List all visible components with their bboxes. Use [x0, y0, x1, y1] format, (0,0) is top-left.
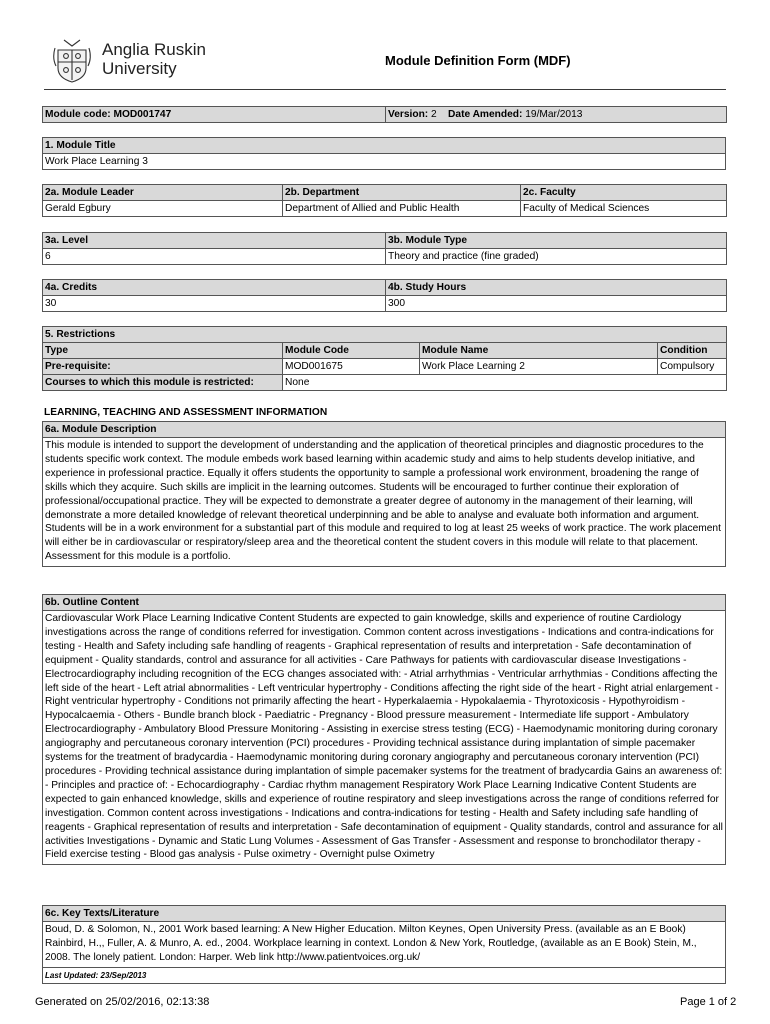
module-leader-label: 2a. Module Leader	[43, 185, 283, 201]
courses-restricted-value: None	[283, 375, 727, 391]
page-number: Page 1 of 2	[680, 996, 737, 1008]
level-label: 3a. Level	[43, 233, 386, 249]
department-label: 2b. Department	[283, 185, 521, 201]
module-title-value: Work Place Learning 3	[43, 154, 726, 170]
faculty-value: Faculty of Medical Sciences	[521, 201, 727, 217]
outline-content-label: 6b. Outline Content	[43, 595, 726, 611]
module-code: Module code: MOD001747	[43, 107, 386, 123]
credits-label: 4a. Credits	[43, 280, 386, 296]
key-texts-label: 6c. Key Texts/Literature	[43, 906, 726, 922]
outline-content-text: Cardiovascular Work Place Learning Indicative Content Students are expected to gain knowledge, skills and experience of routine Cardiology investigations across the range of conditions referred for investigation. Common content across investigations - Indications and contra-indications for testing - Health and Safety including safe handling of reagents - Graphical representation of results and interpretation - Safe decontamination of equipment - Quality standards, control and assurance for all activities - Care Pathways for patients with cardiovascular disease Investigations - Electrocardiography including recognition of the ECG changes associated with: - Atrial arrhythmias - Ventricular arrhythmias - Conditions affecting the left side of the heart - Left atrial abnormalities - Left ventricular hypertrophy - Conditions affecting the right side of the heart - Right atrial enlargement - Right ventricular hypertrophy - Conditions not primarily affecting the heart - Hyperkalaemia - Hypokalaemia - Thyrotoxicosis - Hypothyroidism - Hypocalcaemia - Others - Bundle branch block - Paediatric - Pregnancy - Blood pressure measurement - Intermediate life support - Ambulatory Electrocardiography - Ambulatory Blood Pressure Monitoring - Assisting in exercise stress testing (ECG) - Haemodynamic monitoring during coronary angiography and percutaneous coronary intervention (PCI) procedures - Providing technical assistance during implantation of simple pacemaker systems for the treatment of bradycardia - Haemodynamic monitoring during coronary angiography and percutaneous coronary intervention (PCI) procedures - Providing technical assistance during implantation of simple pacemaker systems for the treatment of bradycardia Gains an awareness of: - Principles and practice of: - Echocardiography - Cardiac rhythm management Respiratory Work Place Learning Indicative Content Students are expected to gain enhanced knowledge, skills and experience of routine respiratory and sleep investigations across the range of conditions referred for investigation. Common content across investigations - Indications and contra-indications for testing - Health and Safety including safe handling of reagents - Graphical representation of results and interpretation - Safe decontamination of equipment - Quality standards, control and assurance for all activities Investigations - Dynamic and Static Lung Volumes - Assessment of Gas Transfer - Assessment and response to bronchodilator therapy - Field exercise testing - Blood gas analysis - Pulse oximetry - Overnight pulse Oximetry	[43, 611, 726, 865]
restrictions-label: 5. Restrictions	[43, 327, 727, 343]
lta-heading: LEARNING, TEACHING AND ASSESSMENT INFORMATION	[44, 407, 328, 418]
study-hours-label: 4b. Study Hours	[386, 280, 727, 296]
module-type-value: Theory and practice (fine graded)	[386, 249, 727, 265]
outline-content-table	[42, 594, 726, 865]
module-leader-value: Gerald Egbury	[43, 201, 283, 217]
level-table	[42, 232, 727, 265]
credits-value: 30	[43, 296, 386, 312]
leader-table	[42, 184, 727, 217]
department-value: Department of Allied and Public Health	[283, 201, 521, 217]
credits-table	[42, 279, 727, 312]
level-value: 6	[43, 249, 386, 265]
col-module-name: Module Name	[420, 343, 658, 359]
module-description-table	[42, 421, 726, 567]
header-rule	[44, 89, 726, 90]
module-description-text: This module is intended to support the development of understanding and the application of theoretical principles and diagnostic procedures to the students specific work context. The module embeds work based learning within academic study and aims to help students develop initiative, and experience in professional practice. Equally it offers students the opportunity to sample a professional work environment, broadening the range of skills which they acquire. Such skills are implicit in the learning outcomes. Students will be encouraged to further continue their exploration of professional/occupational practice. They will be expected to demonstrate a greater degree of autonomy in the management of their learning, will demonstrate a more detailed knowledge of relevant theoretical underpinning and be able to analyse and evaluate both information and argument. Students will be in a work environment for a substantial part of this module and required to log at least 25 weeks of work practice. The work placement will either be in cardiovascular or respiratory/sleep area and the theoretical content the student covers in this module will relate to that placement. Assessment for this module is a portfolio.	[43, 438, 726, 567]
version-value: 2	[431, 109, 437, 120]
restrictions-table	[42, 326, 727, 391]
key-texts-table	[42, 905, 726, 984]
col-type: Type	[43, 343, 283, 359]
prerequisite-code: MOD001675	[283, 359, 420, 375]
logo-wordmark	[102, 40, 206, 78]
date-amended-label: Date Amended:	[448, 109, 523, 120]
prerequisite-label: Pre-requisite:	[43, 359, 283, 375]
module-title-table	[42, 137, 726, 170]
date-amended-value: 19/Mar/2013	[525, 109, 583, 120]
version-date-cell	[386, 107, 727, 123]
col-condition: Condition	[658, 343, 727, 359]
module-title-label: 1. Module Title	[43, 138, 726, 154]
key-texts-text: Boud, D. & Solomon, N., 2001 Work based learning: A New Higher Education. Milton Keynes, Open University Press. (available as an E Book) Rainbird, H.,, Fuller, A. & Munro, A. ed., 2004. Workplace learning in context. London & New York, Routledge, (available as an E Book) Stein, M., 2008. The lonely patient. London: Harper. Web link http://www.patientvoices.org.uk/	[43, 922, 726, 968]
logo-line-1: Anglia Ruskin	[102, 40, 206, 59]
module-type-label: 3b. Module Type	[386, 233, 727, 249]
last-updated: Last Updated: 23/Sep/2013	[43, 967, 726, 983]
version-label: Version:	[388, 109, 429, 120]
form-title: Module Definition Form (MDF)	[385, 53, 571, 68]
logo-line-2: University	[102, 59, 177, 78]
prerequisite-name: Work Place Learning 2	[420, 359, 658, 375]
prerequisite-condition: Compulsory	[658, 359, 727, 375]
courses-restricted-label: Courses to which this module is restricted:	[43, 375, 283, 391]
module-description-label: 6a. Module Description	[43, 422, 726, 438]
module-code-table	[42, 106, 727, 123]
faculty-label: 2c. Faculty	[521, 185, 727, 201]
col-module-code: Module Code	[283, 343, 420, 359]
generated-timestamp: Generated on 25/02/2016, 02:13:38	[35, 996, 210, 1008]
study-hours-value: 300	[386, 296, 727, 312]
